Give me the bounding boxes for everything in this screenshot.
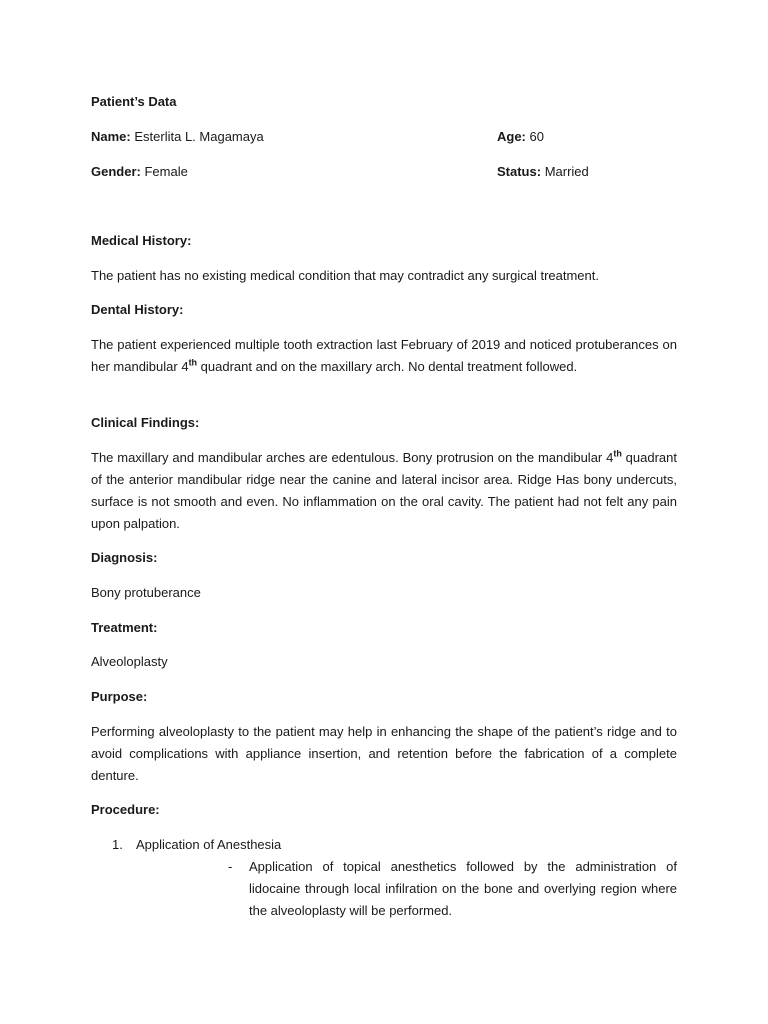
medical-history-text: The patient has no existing medical condition that may contradict any surgical treatment.	[91, 268, 599, 283]
document-title: Patient’s Data	[91, 94, 177, 109]
clinical-findings-text-part-a: The maxillary and mandibular arches are edentulous. Bony protrusion on the mandibular 4	[91, 450, 614, 465]
gender-label: Gender:	[91, 164, 141, 179]
age-label: Age:	[497, 129, 526, 144]
procedure-list-item	[112, 834, 281, 856]
dental-history-text-part-b: quadrant and on the maxillary arch. No dental treatment followed.	[197, 359, 578, 374]
clinical-findings-text-part-b: quadrant of the anterior mandibular ridge near the canine and lateral incisor area. Ridge Has bony undercuts, surface is not smooth and even. No inflammation on the oral cavity. The patient had not felt any pain upon palpation.	[91, 450, 678, 531]
patient-gender-row	[91, 161, 188, 183]
gender-value: Female	[144, 164, 188, 179]
dental-history-text	[91, 334, 677, 378]
diagnosis-text: Bony protuberance	[91, 585, 201, 600]
ordinal-suffix: th	[188, 357, 198, 368]
name-value: Esterlita L. Magamaya	[134, 129, 264, 144]
dental-history-text-part-a: The patient experienced multiple tooth extraction last February of 2019 and noticed protuberances on her mandibular 4	[91, 337, 677, 374]
purpose-text: Performing alveoloplasty to the patient may help in enhancing the shape of the patient’s ridge and to avoid complications with appliance insertion, and retention before the fabrication of a complete denture.	[91, 724, 677, 783]
procedure-item-detail: Application of topical anesthetics followed by the administration of lidocaine through local infilration on the bone and overlying region where the alveoloplasty will be performed.	[249, 859, 677, 918]
treatment-heading: Treatment:	[91, 620, 158, 635]
diagnosis-heading: Diagnosis:	[91, 550, 158, 565]
name-label: Name:	[91, 129, 131, 144]
list-number: 1.	[112, 837, 123, 852]
patient-status-row	[497, 161, 589, 183]
list-item-title: Application of Anesthesia	[136, 837, 282, 852]
clinical-findings-text	[91, 447, 677, 535]
bullet-dash: -	[228, 859, 233, 874]
age-value: 60	[529, 129, 544, 144]
dental-history-heading: Dental History:	[91, 302, 184, 317]
medical-history-heading: Medical History:	[91, 233, 192, 248]
purpose-heading: Purpose:	[91, 689, 148, 704]
status-value: Married	[544, 164, 589, 179]
patient-age-row	[497, 126, 544, 148]
status-label: Status:	[497, 164, 542, 179]
treatment-text: Alveoloplasty	[91, 654, 168, 669]
clinical-findings-heading: Clinical Findings:	[91, 415, 200, 430]
procedure-heading: Procedure:	[91, 802, 160, 817]
patient-name-row	[91, 126, 264, 148]
ordinal-suffix: th	[613, 448, 622, 459]
